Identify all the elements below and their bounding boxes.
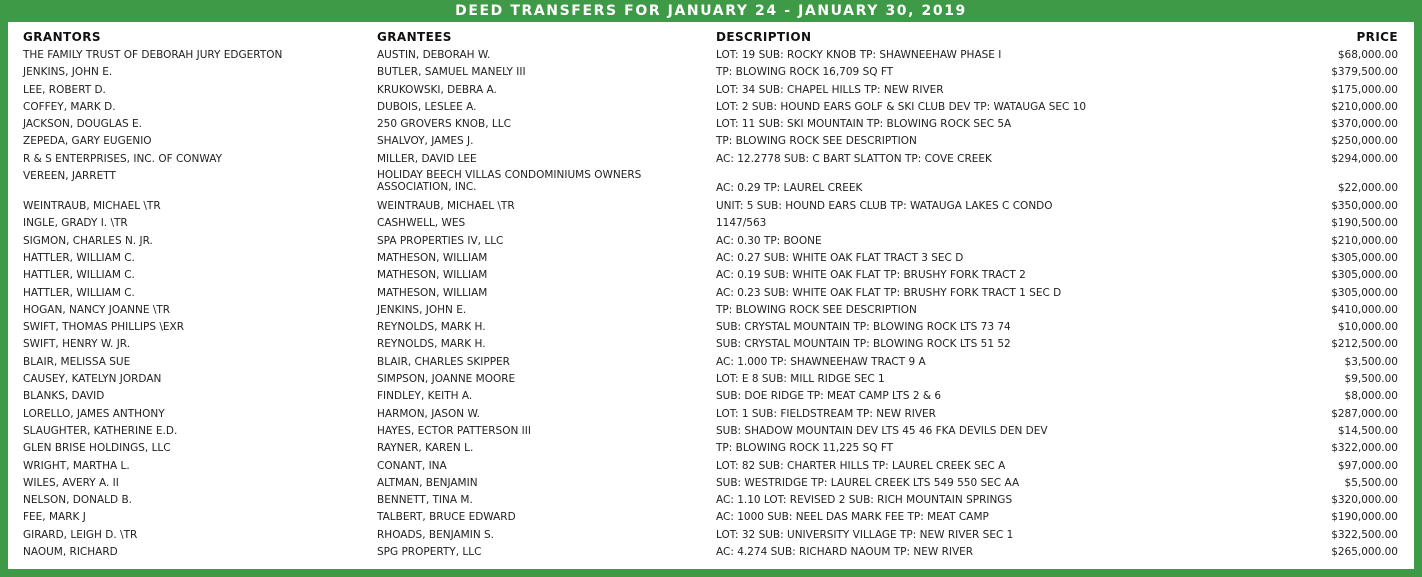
table-row xyxy=(8,441,1414,458)
table-row xyxy=(8,216,1414,233)
description-cell: SUB: DOE RIDGE TP: MEAT CAMP LTS 2 & 6 xyxy=(716,390,942,403)
table-row xyxy=(8,493,1414,510)
description-cell: 1147/563 xyxy=(716,217,767,230)
price-cell: $305,000.00 xyxy=(1331,251,1398,264)
description-cell: AC: 0.29 TP: LAUREL CREEK xyxy=(716,182,863,195)
price-cell: $287,000.00 xyxy=(1331,407,1398,420)
price-cell: $175,000.00 xyxy=(1331,83,1398,96)
description-cell: LOT: 1 SUB: FIELDSTREAM TP: NEW RIVER xyxy=(716,407,936,420)
grantee-cell: DUBOIS, LESLEE A. xyxy=(377,100,477,113)
table-row xyxy=(8,303,1414,320)
price-cell: $190,500.00 xyxy=(1331,217,1398,230)
table-row xyxy=(8,459,1414,476)
price-cell: $5,500.00 xyxy=(1344,476,1398,489)
description-cell: LOT: 11 SUB: SKI MOUNTAIN TP: BLOWING ROCK SEC 5A xyxy=(716,118,1012,131)
grantee-cell: MILLER, DAVID LEE xyxy=(377,152,477,165)
price-cell: $68,000.00 xyxy=(1337,49,1398,61)
header-description: DESCRIPTION xyxy=(716,30,812,44)
table-row xyxy=(8,268,1414,285)
table-row xyxy=(8,100,1414,117)
price-cell: $322,000.00 xyxy=(1331,442,1398,455)
price-cell: $190,000.00 xyxy=(1331,511,1398,524)
grantor-cell: COFFEY, MARK D. xyxy=(23,100,116,113)
price-cell: $3,500.00 xyxy=(1344,355,1398,368)
table-row xyxy=(8,320,1414,337)
table-row xyxy=(8,510,1414,527)
grantee-cell: BLAIR, CHARLES SKIPPER xyxy=(377,355,510,368)
grantee-cell: MATHESON, WILLIAM xyxy=(377,286,488,299)
grantor-cell: HATTLER, WILLIAM C. xyxy=(23,286,135,299)
grantor-cell: ZEPEDA, GARY EUGENIO xyxy=(23,135,152,148)
grantee-cell: AUSTIN, DEBORAH W. xyxy=(377,49,491,61)
grantee-cell: REYNOLDS, MARK H. xyxy=(377,321,486,334)
grantor-cell: THE FAMILY TRUST OF DEBORAH JURY EDGERTON xyxy=(23,49,283,61)
grantee-cell: SHALVOY, JAMES J. xyxy=(377,135,474,148)
grantee-cell: RHOADS, BENJAMIN S. xyxy=(377,528,495,541)
table-row xyxy=(8,424,1414,441)
header-price: PRICE xyxy=(1356,30,1398,44)
grantee-cell: CONANT, INA xyxy=(377,459,447,472)
grantor-cell: BLAIR, MELISSA SUE xyxy=(23,355,131,368)
grantee-cell: SPA PROPERTIES IV, LLC xyxy=(377,234,504,247)
header-grantors: GRANTORS xyxy=(23,30,101,44)
table-row xyxy=(8,152,1414,169)
grantee-cell: ALTMAN, BENJAMIN xyxy=(377,476,478,489)
table-row xyxy=(8,65,1414,82)
price-cell: $210,000.00 xyxy=(1331,100,1398,113)
price-cell: $210,000.00 xyxy=(1331,234,1398,247)
grantor-cell: VEREEN, JARRETT xyxy=(23,170,116,183)
description-cell: AC: 1000 SUB: NEEL DAS MARK FEE TP: MEAT CAMP xyxy=(716,511,989,524)
grantor-cell: SWIFT, HENRY W. JR. xyxy=(23,338,131,351)
description-cell: SUB: SHADOW MOUNTAIN DEV LTS 45 46 FKA DEVILS DEN DEV xyxy=(716,424,1048,437)
page-title: DEED TRANSFERS FOR JANUARY 24 - JANUARY 30, 2019 xyxy=(455,3,967,19)
description-cell: TP: BLOWING ROCK SEE DESCRIPTION xyxy=(716,303,917,316)
grantor-cell: SLAUGHTER, KATHERINE E.D. xyxy=(23,424,178,437)
grantee-cell: BUTLER, SAMUEL MANELY III xyxy=(377,66,526,79)
grantee-cell: KRUKOWSKI, DEBRA A. xyxy=(377,83,497,96)
grantor-cell: JACKSON, DOUGLAS E. xyxy=(23,118,143,131)
price-cell: $9,500.00 xyxy=(1344,373,1398,386)
price-cell: $250,000.00 xyxy=(1331,135,1398,148)
description-cell: TP: BLOWING ROCK SEE DESCRIPTION xyxy=(716,135,917,148)
grantor-cell: GLEN BRISE HOLDINGS, LLC xyxy=(23,442,171,455)
grantor-cell: WEINTRAUB, MICHAEL \TR xyxy=(23,200,161,213)
price-cell: $320,000.00 xyxy=(1331,494,1398,507)
grantor-cell: INGLE, GRADY I. \TR xyxy=(23,217,128,230)
grantor-cell: SWIFT, THOMAS PHILLIPS \EXR xyxy=(23,321,185,334)
grantor-cell: LEE, ROBERT D. xyxy=(23,83,106,96)
description-cell: AC: 4.274 SUB: RICHARD NAOUM TP: NEW RIVER xyxy=(716,546,974,559)
grantor-cell: FEE, MARK J xyxy=(23,511,86,524)
grantee-cell: BENNETT, TINA M. xyxy=(377,494,473,507)
description-cell: SUB: CRYSTAL MOUNTAIN TP: BLOWING ROCK LTS 51 52 xyxy=(716,338,1011,351)
table-row xyxy=(8,286,1414,303)
table-row xyxy=(8,134,1414,151)
price-cell: $8,000.00 xyxy=(1344,390,1398,403)
price-cell: $22,000.00 xyxy=(1337,182,1398,195)
grantee-cell: HARMON, JASON W. xyxy=(377,407,480,420)
table-row xyxy=(8,407,1414,424)
grantee-cell: WEINTRAUB, MICHAEL \TR xyxy=(377,200,515,213)
table-row xyxy=(8,355,1414,372)
description-cell: AC: 0.19 SUB: WHITE OAK FLAT TP: BRUSHY FORK TRACT 2 xyxy=(716,269,1026,282)
grantor-cell: BLANKS, DAVID xyxy=(23,390,105,403)
price-cell: $97,000.00 xyxy=(1337,459,1398,472)
description-cell: LOT: 34 SUB: CHAPEL HILLS TP: NEW RIVER xyxy=(716,83,944,96)
description-cell: LOT: 19 SUB: ROCKY KNOB TP: SHAWNEEHAW PHASE I xyxy=(716,49,1002,61)
price-cell: $212,500.00 xyxy=(1331,338,1398,351)
price-cell: $294,000.00 xyxy=(1331,152,1398,165)
table-row xyxy=(8,251,1414,268)
price-cell: $305,000.00 xyxy=(1331,269,1398,282)
grantor-cell: GIRARD, LEIGH D. \TR xyxy=(23,528,138,541)
description-cell: AC: 1.000 TP: SHAWNEEHAW TRACT 9 A xyxy=(716,355,926,368)
grantor-cell: SIGMON, CHARLES N. JR. xyxy=(23,234,153,247)
grantee-cell: TALBERT, BRUCE EDWARD xyxy=(377,511,516,524)
table-row xyxy=(8,389,1414,406)
description-cell: LOT: E 8 SUB: MILL RIDGE SEC 1 xyxy=(716,373,885,386)
description-cell: TP: BLOWING ROCK 16,709 SQ FT xyxy=(716,66,894,79)
price-cell: $14,500.00 xyxy=(1337,424,1398,437)
grantor-cell: HATTLER, WILLIAM C. xyxy=(23,269,135,282)
table-row xyxy=(8,169,1414,199)
table-row xyxy=(8,545,1414,562)
grantor-cell: HATTLER, WILLIAM C. xyxy=(23,251,135,264)
price-cell: $379,500.00 xyxy=(1331,66,1398,79)
description-cell: AC: 0.27 SUB: WHITE OAK FLAT TRACT 3 SEC D xyxy=(716,251,964,264)
price-cell: $370,000.00 xyxy=(1331,118,1398,131)
grantee-cell: HOLIDAY BEECH VILLAS CONDOMINIUMS OWNERS ASSOCIATION, INC. xyxy=(377,169,642,194)
grantor-cell: HOGAN, NANCY JOANNE \TR xyxy=(23,303,171,316)
table-row xyxy=(8,372,1414,389)
price-cell: $322,500.00 xyxy=(1331,528,1398,541)
table-body xyxy=(8,48,1414,562)
grantor-cell: NELSON, DONALD B. xyxy=(23,494,132,507)
grantee-cell: MATHESON, WILLIAM xyxy=(377,251,488,264)
grantee-cell: SIMPSON, JOANNE MOORE xyxy=(377,373,516,386)
price-cell: $10,000.00 xyxy=(1337,321,1398,334)
description-cell: TP: BLOWING ROCK 11,225 SQ FT xyxy=(716,442,894,455)
table-header xyxy=(8,30,1414,46)
grantee-cell: 250 GROVERS KNOB, LLC xyxy=(377,118,511,131)
table-row xyxy=(8,337,1414,354)
grantee-cell: SPG PROPERTY, LLC xyxy=(377,546,482,559)
table-row xyxy=(8,528,1414,545)
description-cell: LOT: 2 SUB: HOUND EARS GOLF & SKI CLUB DEV TP: WATAUGA SEC 10 xyxy=(716,100,1087,113)
grantee-cell: CASHWELL, WES xyxy=(377,217,466,230)
description-cell: LOT: 82 SUB: CHARTER HILLS TP: LAUREL CREEK SEC A xyxy=(716,459,1006,472)
grantor-cell: JENKINS, JOHN E. xyxy=(23,66,113,79)
price-cell: $305,000.00 xyxy=(1331,286,1398,299)
grantee-cell: HAYES, ECTOR PATTERSON III xyxy=(377,424,531,437)
table-row xyxy=(8,83,1414,100)
description-cell: AC: 0.30 TP: BOONE xyxy=(716,234,822,247)
grantor-cell: LORELLO, JAMES ANTHONY xyxy=(23,407,165,420)
header-grantees: GRANTEES xyxy=(377,30,452,44)
grantee-cell: MATHESON, WILLIAM xyxy=(377,269,488,282)
price-cell: $410,000.00 xyxy=(1331,303,1398,316)
table-row xyxy=(8,199,1414,216)
grantor-cell: WRIGHT, MARTHA L. xyxy=(23,459,130,472)
deed-transfers-table xyxy=(8,22,1414,569)
table-row xyxy=(8,117,1414,134)
grantee-cell: JENKINS, JOHN E. xyxy=(377,303,467,316)
grantee-cell: RAYNER, KAREN L. xyxy=(377,442,474,455)
description-cell: UNIT: 5 SUB: HOUND EARS CLUB TP: WATAUGA LAKES C CONDO xyxy=(716,200,1053,213)
table-row xyxy=(8,476,1414,493)
description-cell: AC: 1.10 LOT: REVISED 2 SUB: RICH MOUNTAIN SPRINGS xyxy=(716,494,1013,507)
table-row xyxy=(8,234,1414,251)
grantor-cell: NAOUM, RICHARD xyxy=(23,546,118,559)
grantee-cell: REYNOLDS, MARK H. xyxy=(377,338,486,351)
description-cell: SUB: CRYSTAL MOUNTAIN TP: BLOWING ROCK LTS 73 74 xyxy=(716,321,1011,334)
description-cell: SUB: WESTRIDGE TP: LAUREL CREEK LTS 549 550 SEC AA xyxy=(716,476,1020,489)
description-cell: AC: 0.23 SUB: WHITE OAK FLAT TP: BRUSHY FORK TRACT 1 SEC D xyxy=(716,286,1062,299)
price-cell: $350,000.00 xyxy=(1331,200,1398,213)
description-cell: AC: 12.2778 SUB: C BART SLATTON TP: COVE CREEK xyxy=(716,152,992,165)
grantee-cell: FINDLEY, KEITH A. xyxy=(377,390,473,403)
grantor-cell: CAUSEY, KATELYN JORDAN xyxy=(23,373,162,386)
grantor-cell: WILES, AVERY A. II xyxy=(23,476,119,489)
grantor-cell: R & S ENTERPRISES, INC. OF CONWAY xyxy=(23,152,222,165)
description-cell: LOT: 32 SUB: UNIVERSITY VILLAGE TP: NEW RIVER SEC 1 xyxy=(716,528,1014,541)
price-cell: $265,000.00 xyxy=(1331,546,1398,559)
table-row xyxy=(8,48,1414,65)
